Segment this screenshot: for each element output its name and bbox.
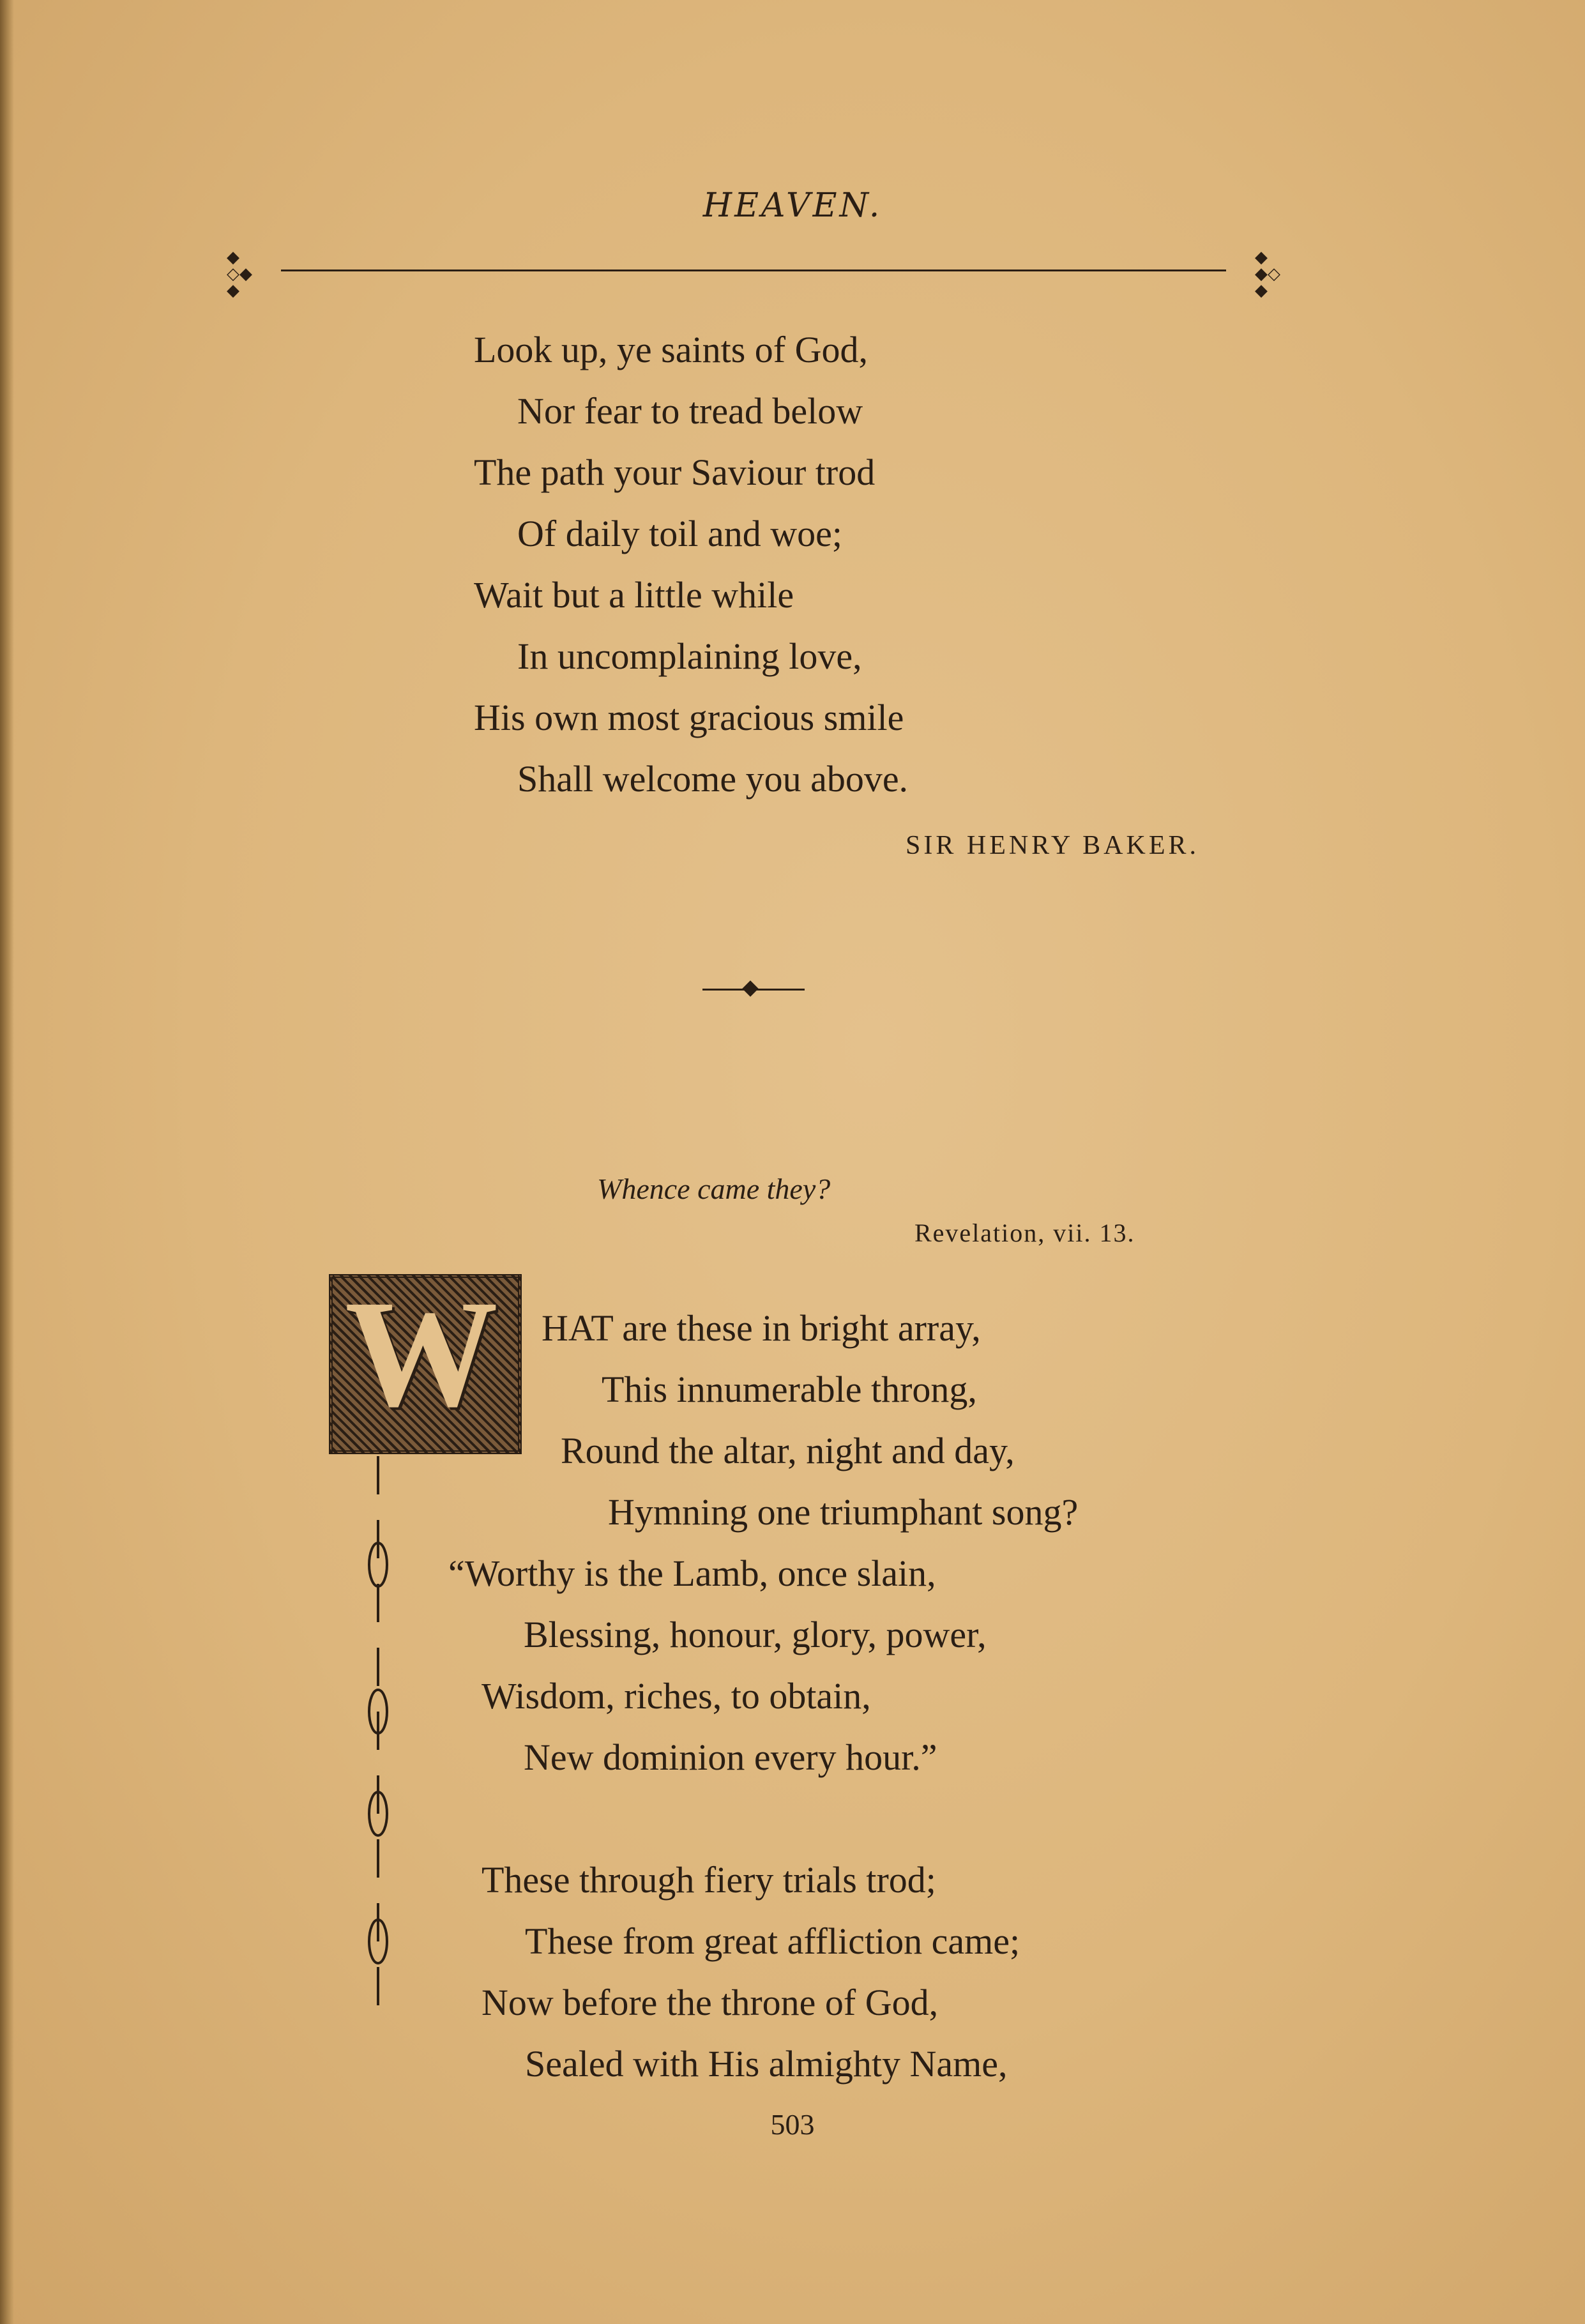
poem-line: Shall welcome you above. [517,758,909,800]
poem-line: Of daily toil and woe; [517,513,843,554]
header-rule [220,243,1287,300]
poem-line: Wait but a little while [474,574,794,616]
poem-line: “Worthy is the Lamb, once slain, [448,1553,936,1594]
page-title: HEAVEN. [702,186,883,225]
dropcap-initial [322,1268,520,1453]
poem-line: Blessing, honour, glory, power, [524,1614,987,1655]
poem-line: Round the altar, night and day, [561,1430,1015,1471]
poem-line: The path your Saviour trod [474,452,876,493]
header-rule-line [281,270,1226,271]
poem-line: This innumerable throng, [602,1369,977,1410]
poem-line: Hymning one triumphant song? [608,1491,1079,1533]
section-divider [702,980,805,999]
poem-line: Nor fear to tread below [517,390,863,432]
poem-line: New dominion every hour.” [524,1736,937,1778]
epigraph: Whence came they? [597,1173,831,1205]
attribution: SIR HENRY BAKER. [906,831,1199,860]
poem-line: HAT are these in bright array, [542,1307,981,1349]
poem-line: These from great affliction came; [525,1920,1020,1962]
citation: Revelation, vii. 13. [914,1219,1135,1247]
poem-first [474,319,908,810]
poem-line: Wisdom, riches, to obtain, [482,1675,871,1717]
poem-line: His own most gracious smile [474,697,904,738]
divider-diamond-icon [742,980,758,996]
poem-line: Look up, ye saints of God, [474,329,868,370]
dropcap-letter: W [345,1268,498,1438]
poem-second-stanza-two [482,1849,1020,2095]
page-number: 503 [770,2108,815,2141]
poem-second-rest [448,1543,987,1788]
page-edge [0,0,14,2324]
poem-line: In uncomplaining love, [517,635,862,677]
poem-second-opening [542,1298,1078,1543]
poem-line: Sealed with His almighty Name, [525,2043,1008,2085]
poem-line: Now before the throne of God, [482,1982,939,2023]
ornament-left-icon: ◆ ◇◆ ◆ [227,248,252,300]
ornament-right-icon: ◆ ◆◇ ◆ [1255,248,1280,300]
poem-line: These through fiery trials trod; [482,1859,936,1901]
dropcap-vine-ornament-icon [365,1456,391,2005]
